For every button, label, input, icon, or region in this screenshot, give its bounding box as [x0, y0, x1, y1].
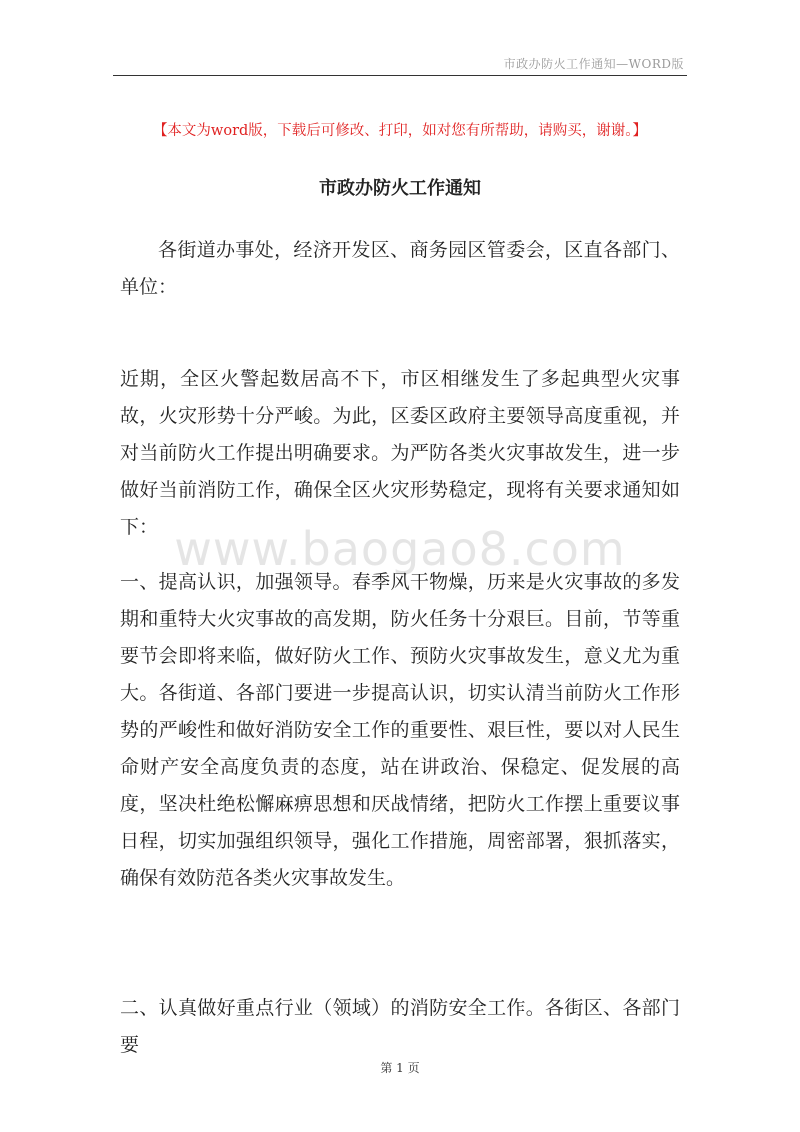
header-divider — [113, 75, 687, 76]
page-number: 第 1 页 — [380, 1061, 420, 1075]
salutation: 各街道办事处，经济开发区、商务园区管委会，区直各部门、单位： — [120, 239, 680, 298]
paragraph-section-1: 一、提高认识，加强领导。春季风干物燥，历来是火灾事故的多发期和重特大火灾事故的高发期，防火任务十分艰巨。目前，节等重要节会即将来临，做好防火工作、预防火灾事故发生，意义尤为重大。各街道、各部门要进一步提高认识，切实认清当前防火工作形势的严峻性和做好消防安全工作的重要性、艰巨性，要以对人民生命财产安全高度负责的态度，站在讲政治、保稳定、促发展的高度，坚决杜绝松懈麻痹思想和厌战情绪，把防火工作摆上重要议事日程，切实加强组织领导，强化工作措施，周密部署，狠抓落实，确保有效防范各类火灾事故发生。 — [120, 571, 680, 889]
purchase-notice: 【本文为word版，下载后可修改、打印，如对您有所帮助，请购买，谢谢。】 — [152, 123, 648, 139]
paragraph-section-2: 二、认真做好重点行业（领域）的消防安全工作。各街区、各部门要 — [120, 997, 680, 1056]
watermark: www.baogao8.com — [174, 522, 626, 576]
document-title: 市政办防火工作通知 — [319, 178, 481, 199]
running-header: 市政办防火工作通知—WORD版 — [503, 57, 684, 71]
paragraph-intro: 近期，全区火警起数居高不下，市区相继发生了多起典型火灾事故，火灾形势十分严峻。为此，区委区政府主要领导高度重视，并对当前防火工作提出明确要求。为严防各类火灾事故发生，进一步做好当前消防工作，确保全区火灾形势稳定，现将有关要求通知如下： — [120, 368, 680, 538]
